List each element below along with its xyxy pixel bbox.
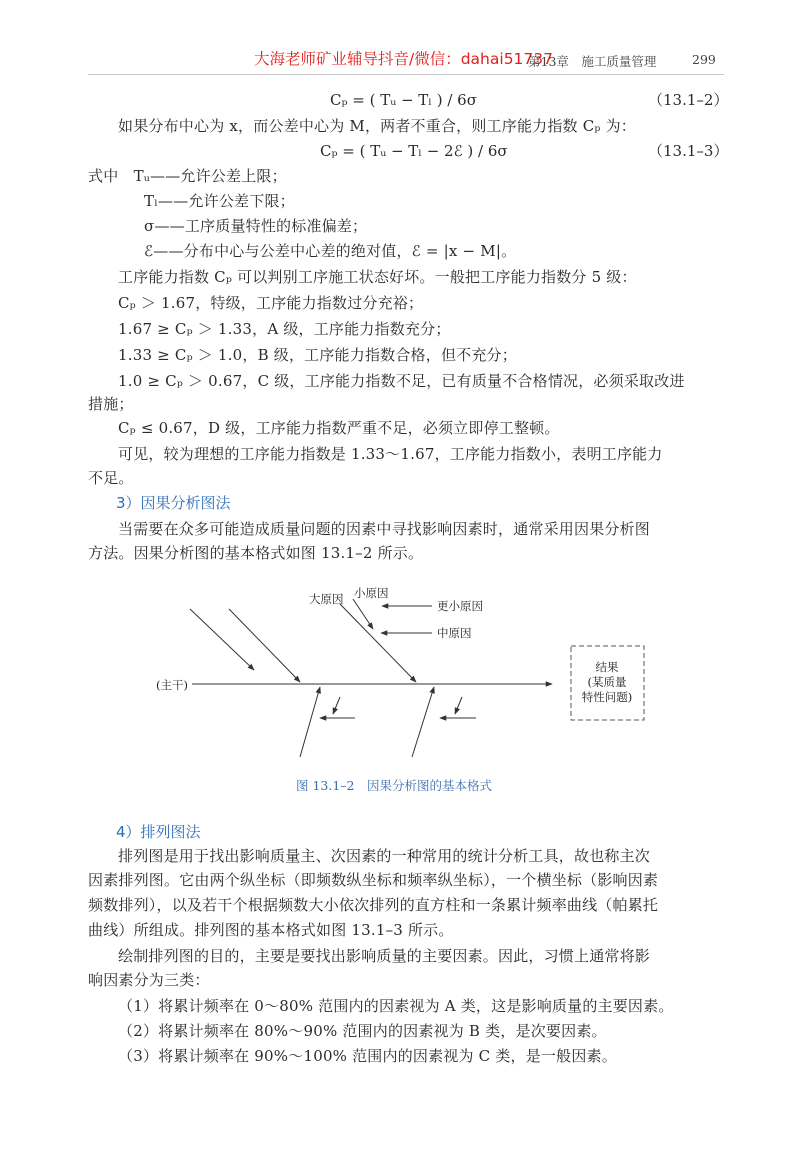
paragraph-line: 绘制排列图的目的，主要是要找出影响质量的主要因素。因此，习惯上通常将影 [118,947,651,965]
result-line-3: 特性问题) [581,690,633,704]
main-cause-rib [300,687,320,757]
main-cause-rib [412,687,434,757]
label-smaller-cause: 更小原因 [437,599,483,613]
definition-sigma: σ——工序质量特性的标准偏差； [144,217,368,235]
equation-number-13-1-3: （13.1–3） [648,142,729,160]
section-heading-3: 3）因果分析图法 [116,494,231,512]
label-big-cause: 大原因 [309,592,344,606]
paragraph-line: 当需要在众多可能造成质量问题的因素中寻找影响因素时，通常采用因果分析图 [118,520,651,538]
main-cause-rib [190,609,254,670]
paragraph-line: 工序能力指数 Cₚ 可以判别工序施工状态好坏。一般把工序能力指数分 5 级： [118,268,637,286]
label-mid-cause: 中原因 [437,626,472,640]
label-trunk: (主干) [156,678,188,692]
main-cause-rib [340,604,416,682]
list-item: （3）将累计频率在 90%～100% 范围内的因素视为 C 类，是一般因素。 [118,1047,617,1065]
paragraph-line: 可见，较为理想的工序能力指数是 1.33～1.67，工序能力指数小，表明工序能力 [118,445,663,463]
result-line-2: (某质量 [587,675,627,689]
text-line: 如果分布中心为 x，而公差中心为 M，两者不重合，则工序能力指数 Cₚ 为： [118,117,636,135]
sub-cause-arrow [455,697,462,714]
paragraph-line: 曲线）所组成。排列图的基本格式如图 13.1–3 所示。 [88,921,454,939]
definition-tu: 式中 Tᵤ——允许公差上限； [88,167,287,185]
paragraph-line: 响因素分为三类： [88,971,210,989]
watermark: 大海老师矿业辅导抖音/微信：dahai51737 [254,50,553,68]
section-heading-4: 4）排列图法 [116,823,201,841]
equation-13-1-2: Cₚ = ( Tᵤ − Tₗ ) / 6σ [330,91,477,109]
chapter-title: 第13章 施工质量管理 [528,54,657,69]
paragraph-line: 方法。因果分析图的基本格式如图 13.1–2 所示。 [88,544,424,562]
grade-c-cont: 措施； [88,395,134,413]
grade-special: Cₚ ＞ 1.67，特级，工序能力指数过分充裕； [118,294,424,312]
paragraph-line: 排列图是用于找出影响质量主、次因素的一种常用的统计分析工具，故也称主次 [118,847,651,865]
list-item: （1）将累计频率在 0～80% 范围内的因素视为 A 类，这是影响质量的主要因素。 [118,997,674,1015]
grade-b: 1.33 ≥ Cₚ ＞ 1.0，B 级，工序能力指数合格，但不充分； [118,346,517,364]
list-item: （2）将累计频率在 80%～90% 范围内的因素视为 B 类，是次要因素。 [118,1022,607,1040]
equation-number-13-1-2: （13.1–2） [648,91,729,109]
result-line-1: 结果 [595,660,619,674]
paragraph-line: 因素排列图。它由两个纵坐标（即频数纵坐标和频率纵坐标），一个横坐标（影响因素 [88,871,659,889]
paragraph-line: 频数排列），以及若干个根据频数大小依次排列的直方柱和一条累计频率曲线（帕累托 [88,896,659,914]
page-number: 299 [692,52,716,67]
small-cause-arrow [353,599,373,629]
definition-epsilon: ℰ——分布中心与公差中心差的绝对值，ℰ = |x − M|。 [144,242,517,260]
paragraph-line: 不足。 [88,469,134,487]
main-cause-rib [229,609,300,682]
definition-tl: Tₗ——允许公差下限； [144,192,295,210]
grade-d: Cₚ ≤ 0.67，D 级，工序能力指数严重不足，必须立即停工整顿。 [118,419,560,437]
grade-a: 1.67 ≥ Cₚ ＞ 1.33，A 级，工序能力指数充分； [118,320,451,338]
grade-c: 1.0 ≥ Cₚ ＞ 0.67，C 级，工序能力指数不足，已有质量不合格情况，必须采取改进 [118,372,685,390]
figure-caption: 图 13.1–2 因果分析图的基本格式 [296,778,493,793]
label-small-cause: 小原因 [354,586,389,600]
equation-13-1-3: Cₚ = ( Tᵤ − Tₗ − 2ℰ ) / 6σ [320,142,508,160]
sub-cause-arrow [333,697,340,714]
